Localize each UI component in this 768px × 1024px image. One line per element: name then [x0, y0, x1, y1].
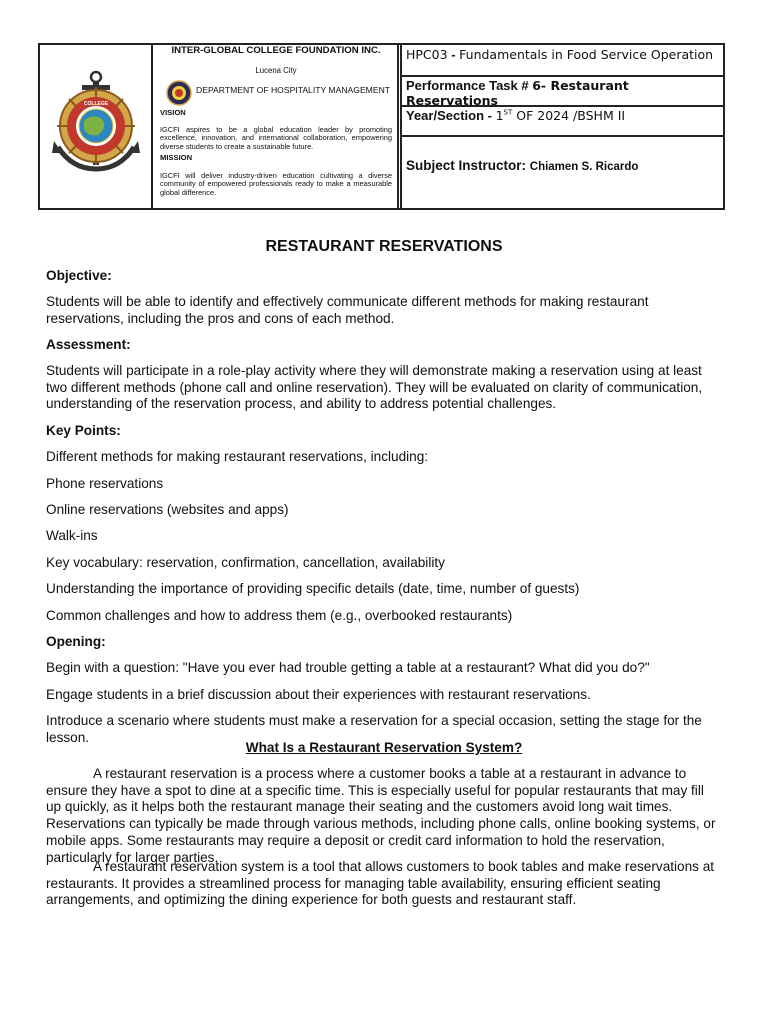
opening-item: Engage students in a brief discussion about their experiences with restaurant reservations.	[46, 687, 591, 702]
header-divider	[151, 45, 153, 208]
instructor-name: Chiamen S. Ricardo	[529, 161, 639, 173]
course-info-cell	[402, 45, 725, 208]
key-point: Different methods for making restaurant reservations, including:	[46, 449, 429, 464]
opening-item: Introduce a scenario where students must make a reservation for a special occasion, setting the stage for the lesson.	[46, 713, 702, 745]
department-seal-icon	[166, 80, 192, 106]
mission-label: MISSION	[160, 153, 193, 162]
keypoints-heading: Key Points:	[46, 423, 121, 438]
key-point: Key vocabulary: reservation, confirmation, cancellation, availability	[46, 555, 445, 570]
task-row	[402, 77, 725, 107]
mission-text: IGCFI will deliver industry-driven education cultivating a diverse community of empowered professionals ready to make a measurable global difference.	[160, 171, 392, 197]
year-num: 1	[495, 108, 504, 123]
year-row	[402, 107, 725, 137]
objective-text: Students will be able to identify and effectively communicate different methods for making restaurant reservations, including the pros and cons of each method.	[46, 294, 649, 326]
paragraph-reservation-system: A restaurant reservation system is a tool that allows customers to book tables and make reservations at restaurants. It provides a streamlined process for managing table availability, ensuring efficient seating arrangements, and optimizing the dining experience for both guests and restaurant staff.	[46, 859, 715, 908]
college-info-cell	[154, 45, 398, 208]
key-point: Phone reservations	[46, 476, 164, 491]
vision-label: VISION	[160, 108, 186, 117]
key-point: Walk-ins	[46, 528, 98, 543]
college-name: INTER-GLOBAL COLLEGE FOUNDATION INC.	[171, 45, 381, 56]
task-label: Performance Task #	[406, 78, 533, 93]
college-anchor-logo	[52, 69, 140, 175]
document-header-table	[38, 43, 725, 210]
key-point: Common challenges and how to address them (e.g., overbooked restaurants)	[46, 608, 513, 623]
assessment-text: Students will participate in a role-play activity where they will demonstrate making a reservation using at least two different methods (phone call and online reservation). They will be evaluated on clarity of communication, understanding of the reservation process, and ability to address potential challenges.	[46, 363, 703, 412]
college-city: Lucena City	[255, 66, 297, 75]
document-title: RESTAURANT RESERVATIONS	[265, 238, 503, 255]
course-row	[402, 45, 725, 77]
key-point: Understanding the importance of providing specific details (date, time, number of guests)	[46, 581, 580, 596]
opening-item: Begin with a question: "Have you ever had trouble getting a table at a restaurant? What did you do?"	[46, 660, 650, 675]
objective-heading: Objective:	[46, 268, 112, 283]
department-name: DEPARTMENT OF HOSPITALITY MANAGEMENT	[196, 85, 391, 95]
year-label: Year/Section -	[406, 108, 496, 123]
key-point: Online reservations (websites and apps)	[46, 502, 289, 517]
task-value: 6- Restaurant Reservations	[406, 78, 629, 108]
assessment-heading: Assessment:	[46, 337, 131, 352]
instructor-label: Subject Instructor:	[406, 158, 530, 173]
opening-heading: Opening:	[46, 634, 106, 649]
course-separator: -	[447, 47, 460, 62]
course-name: Fundamentals in Food Service Operation	[459, 47, 714, 62]
svg-text:COLLEGE: COLLEGE	[83, 101, 109, 107]
section-heading: What Is a Restaurant Reservation System?	[245, 740, 523, 755]
college-logo-cell	[40, 45, 150, 208]
instructor-row	[402, 137, 725, 208]
paragraph-reservation: A restaurant reservation is a process where a customer books a table at a restaurant in advance to ensure they have a spot to dine at a specific time. This is especially useful for popular restaurants that may fill up quickly, as it helps both the restaurant manage their seating and the customers avoid long wait times. Reservations can typically be made through various methods, including phone calls, online booking systems, or mobile apps. Some restaurants may require a deposit or credit card information to hold the reservation, particularly for larger parties.	[46, 766, 716, 865]
vision-text: IGCFI aspires to be a global education leader by promoting excellence, innovation, and international collaboration, empowering diverse students to create a sustainable future.	[160, 125, 392, 151]
year-sup: ST	[503, 108, 513, 117]
course-code: HPC03	[406, 47, 448, 62]
year-rest: OF 2024 /BSHM II	[512, 108, 626, 123]
